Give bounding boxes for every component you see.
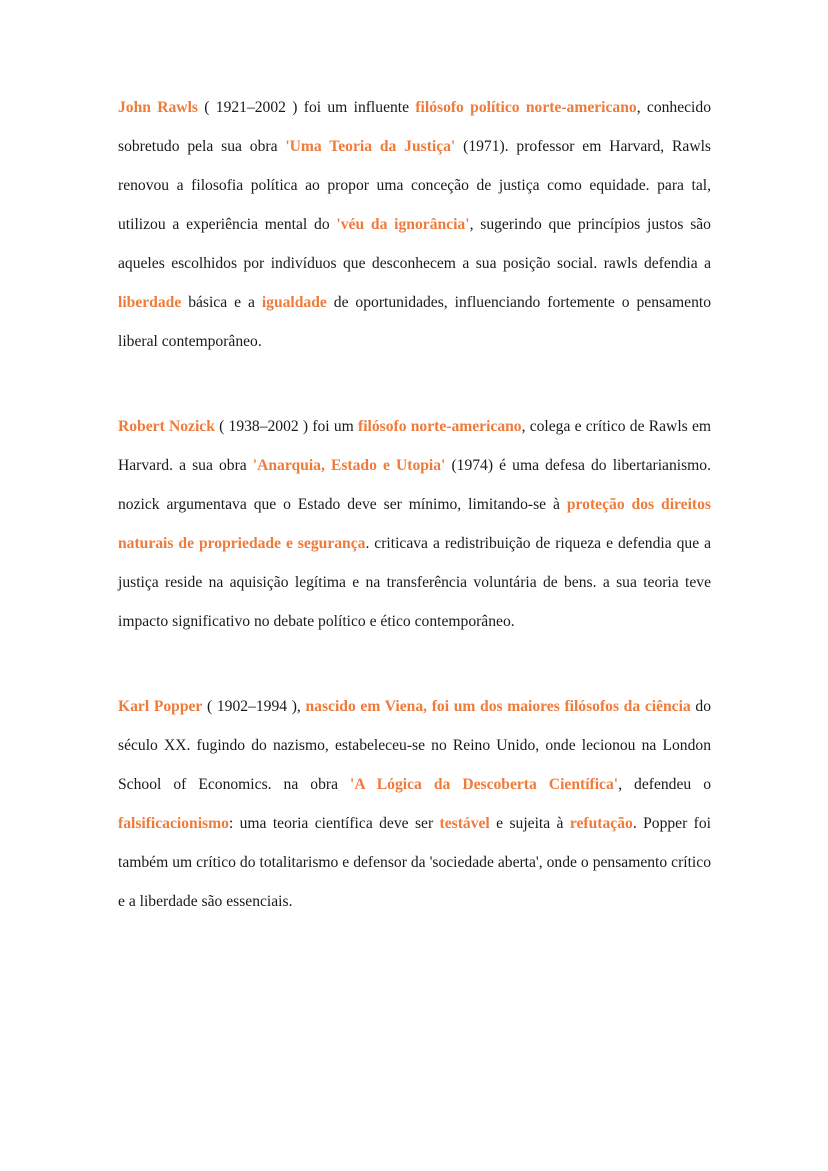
text: básica e a [181, 294, 262, 311]
highlight: 'véu da ignorância' [336, 216, 470, 233]
highlight-work-title: 'Anarquia, Estado e Utopia' [252, 457, 446, 474]
text: (1974) é uma defesa do libertarianismo. nozick argumentava que o Estado deve ser mínimo, limitando-se à [118, 457, 711, 513]
highlight-work-title: 'A Lógica da Descoberta Científica' [350, 776, 619, 793]
text: ( 1902–1994 ), [202, 698, 306, 715]
highlight: testável [439, 815, 490, 832]
highlight-name: Karl Popper [118, 698, 203, 715]
text: e sujeita à [489, 815, 570, 832]
highlight: filósofo político norte-americano [415, 99, 637, 116]
text: : uma teoria científica deve ser [228, 815, 440, 832]
highlight: falsificacionismo [118, 815, 229, 832]
text: (1971). professor em Harvard, Rawls renovou a filosofia política ao propor uma conceção de justiça como equidade. para tal, utilizou a experiência mental do [118, 138, 711, 233]
highlight: liberdade [118, 294, 182, 311]
paragraph-nozick [118, 407, 711, 641]
highlight: filósofo norte-americano [358, 418, 522, 435]
highlight-name: John Rawls [118, 99, 198, 116]
text: . criticava a redistribuição de riqueza e defendia que a justiça reside na aquisição legítima e na transferência voluntária de bens. a sua teoria teve impacto significativo no debate político e ético contemporâneo. [118, 535, 712, 630]
highlight: proteção dos direitos naturais de propriedade e segurança [118, 496, 711, 552]
highlight: refutação [569, 815, 633, 832]
highlight: igualdade [261, 294, 327, 311]
highlight: nascido em Viena, foi um dos maiores filósofos da ciência [305, 698, 691, 715]
paragraph-rawls [118, 88, 711, 361]
document-page [118, 88, 711, 967]
text: do século XX. fugindo do nazismo, estabeleceu-se no Reino Unido, onde lecionou na London School of Economics. na obra [118, 698, 711, 793]
text: ( 1938–2002 ) foi um [214, 418, 359, 435]
text: , sugerindo que princípios justos são aqueles escolhidos por indivíduos que desconhecem a sua posição social. rawls defendia a [118, 216, 711, 272]
text: . Popper foi também um crítico do totalitarismo e defensor da 'sociedade aberta', onde o pensamento crítico e a liberdade são essenciais. [118, 815, 711, 910]
highlight-work-title: 'Uma Teoria da Justiça' [285, 138, 456, 155]
text: de oportunidades, influenciando fortemente o pensamento liberal contemporâneo. [118, 294, 711, 350]
text: ( 1921–2002 ) foi um influente [197, 99, 416, 116]
text: , conhecido sobretudo pela sua obra [118, 99, 711, 155]
highlight-name: Robert Nozick [118, 418, 215, 435]
text: , defendeu o [618, 776, 711, 793]
text: , colega e crítico de Rawls em Harvard. a sua obra [118, 418, 711, 474]
paragraph-popper [118, 687, 711, 921]
